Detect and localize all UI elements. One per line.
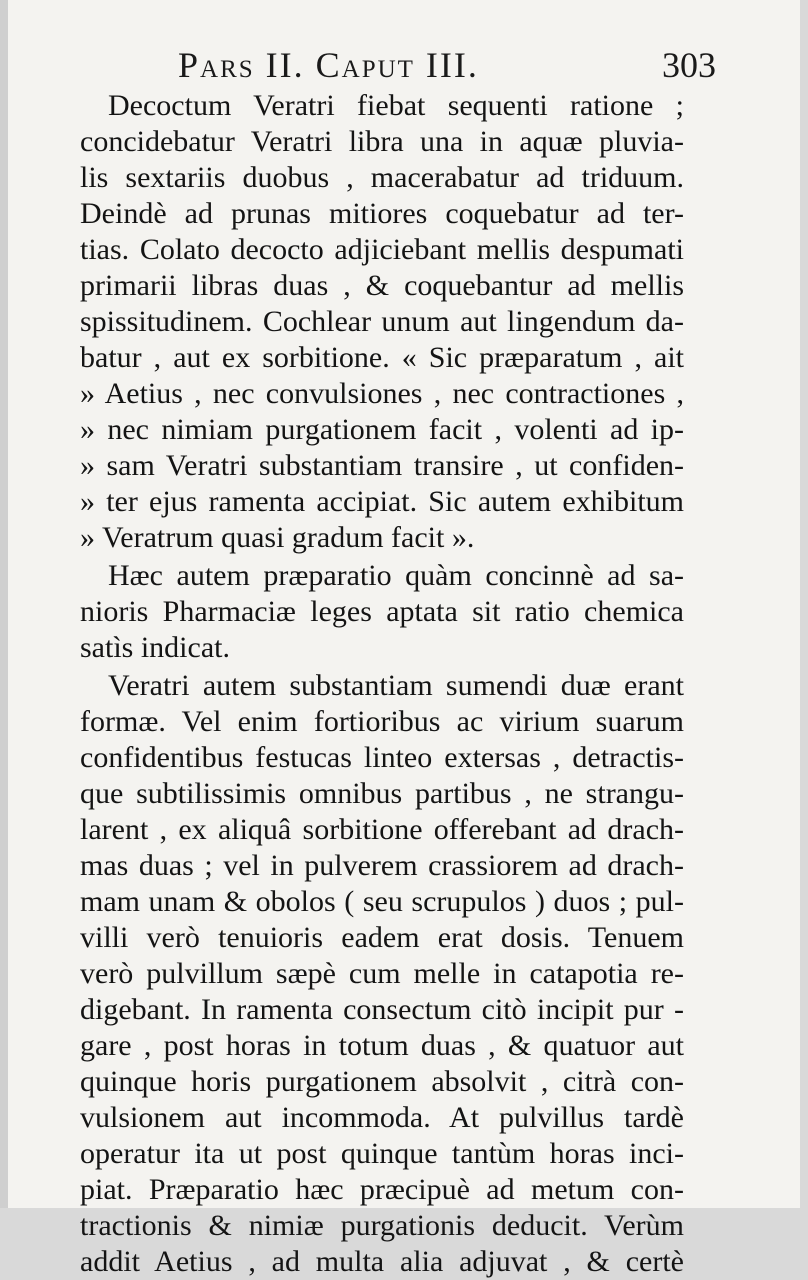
- text-line: villi verò tenuioris eadem erat dosis. Tenuem: [80, 921, 684, 954]
- text-line: Decoctum Veratri fiebat sequenti ratione ;: [108, 89, 684, 122]
- page-number: 303: [662, 45, 716, 85]
- text-line: » sam Veratri substantiam transire , ut confiden-: [80, 449, 684, 482]
- text-line: confidentibus festucas linteo extersas , detractis-: [80, 741, 684, 774]
- text-line: satìs indicat.: [80, 631, 230, 664]
- text-line: mas duas ; vel in pulverem crassiorem ad drach-: [80, 849, 684, 882]
- page-header: [178, 44, 738, 88]
- text-line: Veratri autem substantiam sumendi duæ erant: [108, 669, 684, 702]
- text-line: spissitudinem. Cochlear unum aut lingendum da-: [80, 305, 684, 338]
- text-line: mam unam & obolos ( seu scrupulos ) duos ; pul-: [80, 885, 684, 918]
- text-line: tias. Colato decocto adjiciebant mellis despumati: [80, 233, 684, 266]
- text-line: operatur ita ut post quinque tantùm horas inci-: [80, 1137, 684, 1170]
- running-title: Pars II. Caput III.: [178, 45, 479, 85]
- text-line: addit Aetius , ad multa alia adjuvat , & certè: [80, 1245, 684, 1278]
- text-line: quinque horis purgationem absolvit , citrà con-: [80, 1065, 684, 1098]
- text-line: digebant. In ramenta consectum citò incipit pur -: [80, 993, 684, 1026]
- text-line: nioris Pharmaciæ leges aptata sit ratio chemica: [80, 595, 684, 628]
- text-line: batur , aut ex sorbitione. « Sic præparatum , ait: [80, 341, 684, 374]
- text-line: formæ. Vel enim fortioribus ac virium suarum: [80, 705, 684, 738]
- text-line: que subtilissimis omnibus partibus , ne strangu-: [80, 777, 684, 810]
- text-line: larent , ex aliquâ sorbitione offerebant ad drach-: [80, 813, 684, 846]
- text-line: » Aetius , nec convulsiones , nec contractiones ,: [80, 377, 684, 410]
- text-line: lis sextariis duobus , macerabatur ad triduum.: [80, 161, 684, 194]
- text-line: primarii libras duas , & coquebantur ad mellis: [80, 269, 684, 302]
- text-line: » ter ejus ramenta accipiat. Sic autem exhibitum: [80, 485, 684, 518]
- text-line: vulsionem aut incommoda. At pulvillus tardè: [80, 1101, 684, 1134]
- text-line: Deindè ad prunas mitiores coquebatur ad ter-: [80, 197, 684, 230]
- text-line: verò pulvillum sæpè cum melle in catapotia re-: [80, 957, 684, 990]
- text-line: piat. Præparatio hæc præcipuè ad metum con-: [80, 1173, 684, 1206]
- text-line: Hæc autem præparatio quàm concinnè ad sa-: [108, 559, 684, 592]
- text-line: tractionis & nimiæ purgationis deducit. Verùm: [80, 1209, 684, 1242]
- text-line: » Veratrum quasi gradum facit ».: [80, 521, 475, 554]
- text-line: » nec nimiam purgationem facit , volenti ad ip-: [80, 413, 684, 446]
- text-line: gare , post horas in totum duas , & quatuor aut: [80, 1029, 684, 1062]
- text-line: concidebatur Veratri libra una in aquæ pluvia-: [80, 125, 684, 158]
